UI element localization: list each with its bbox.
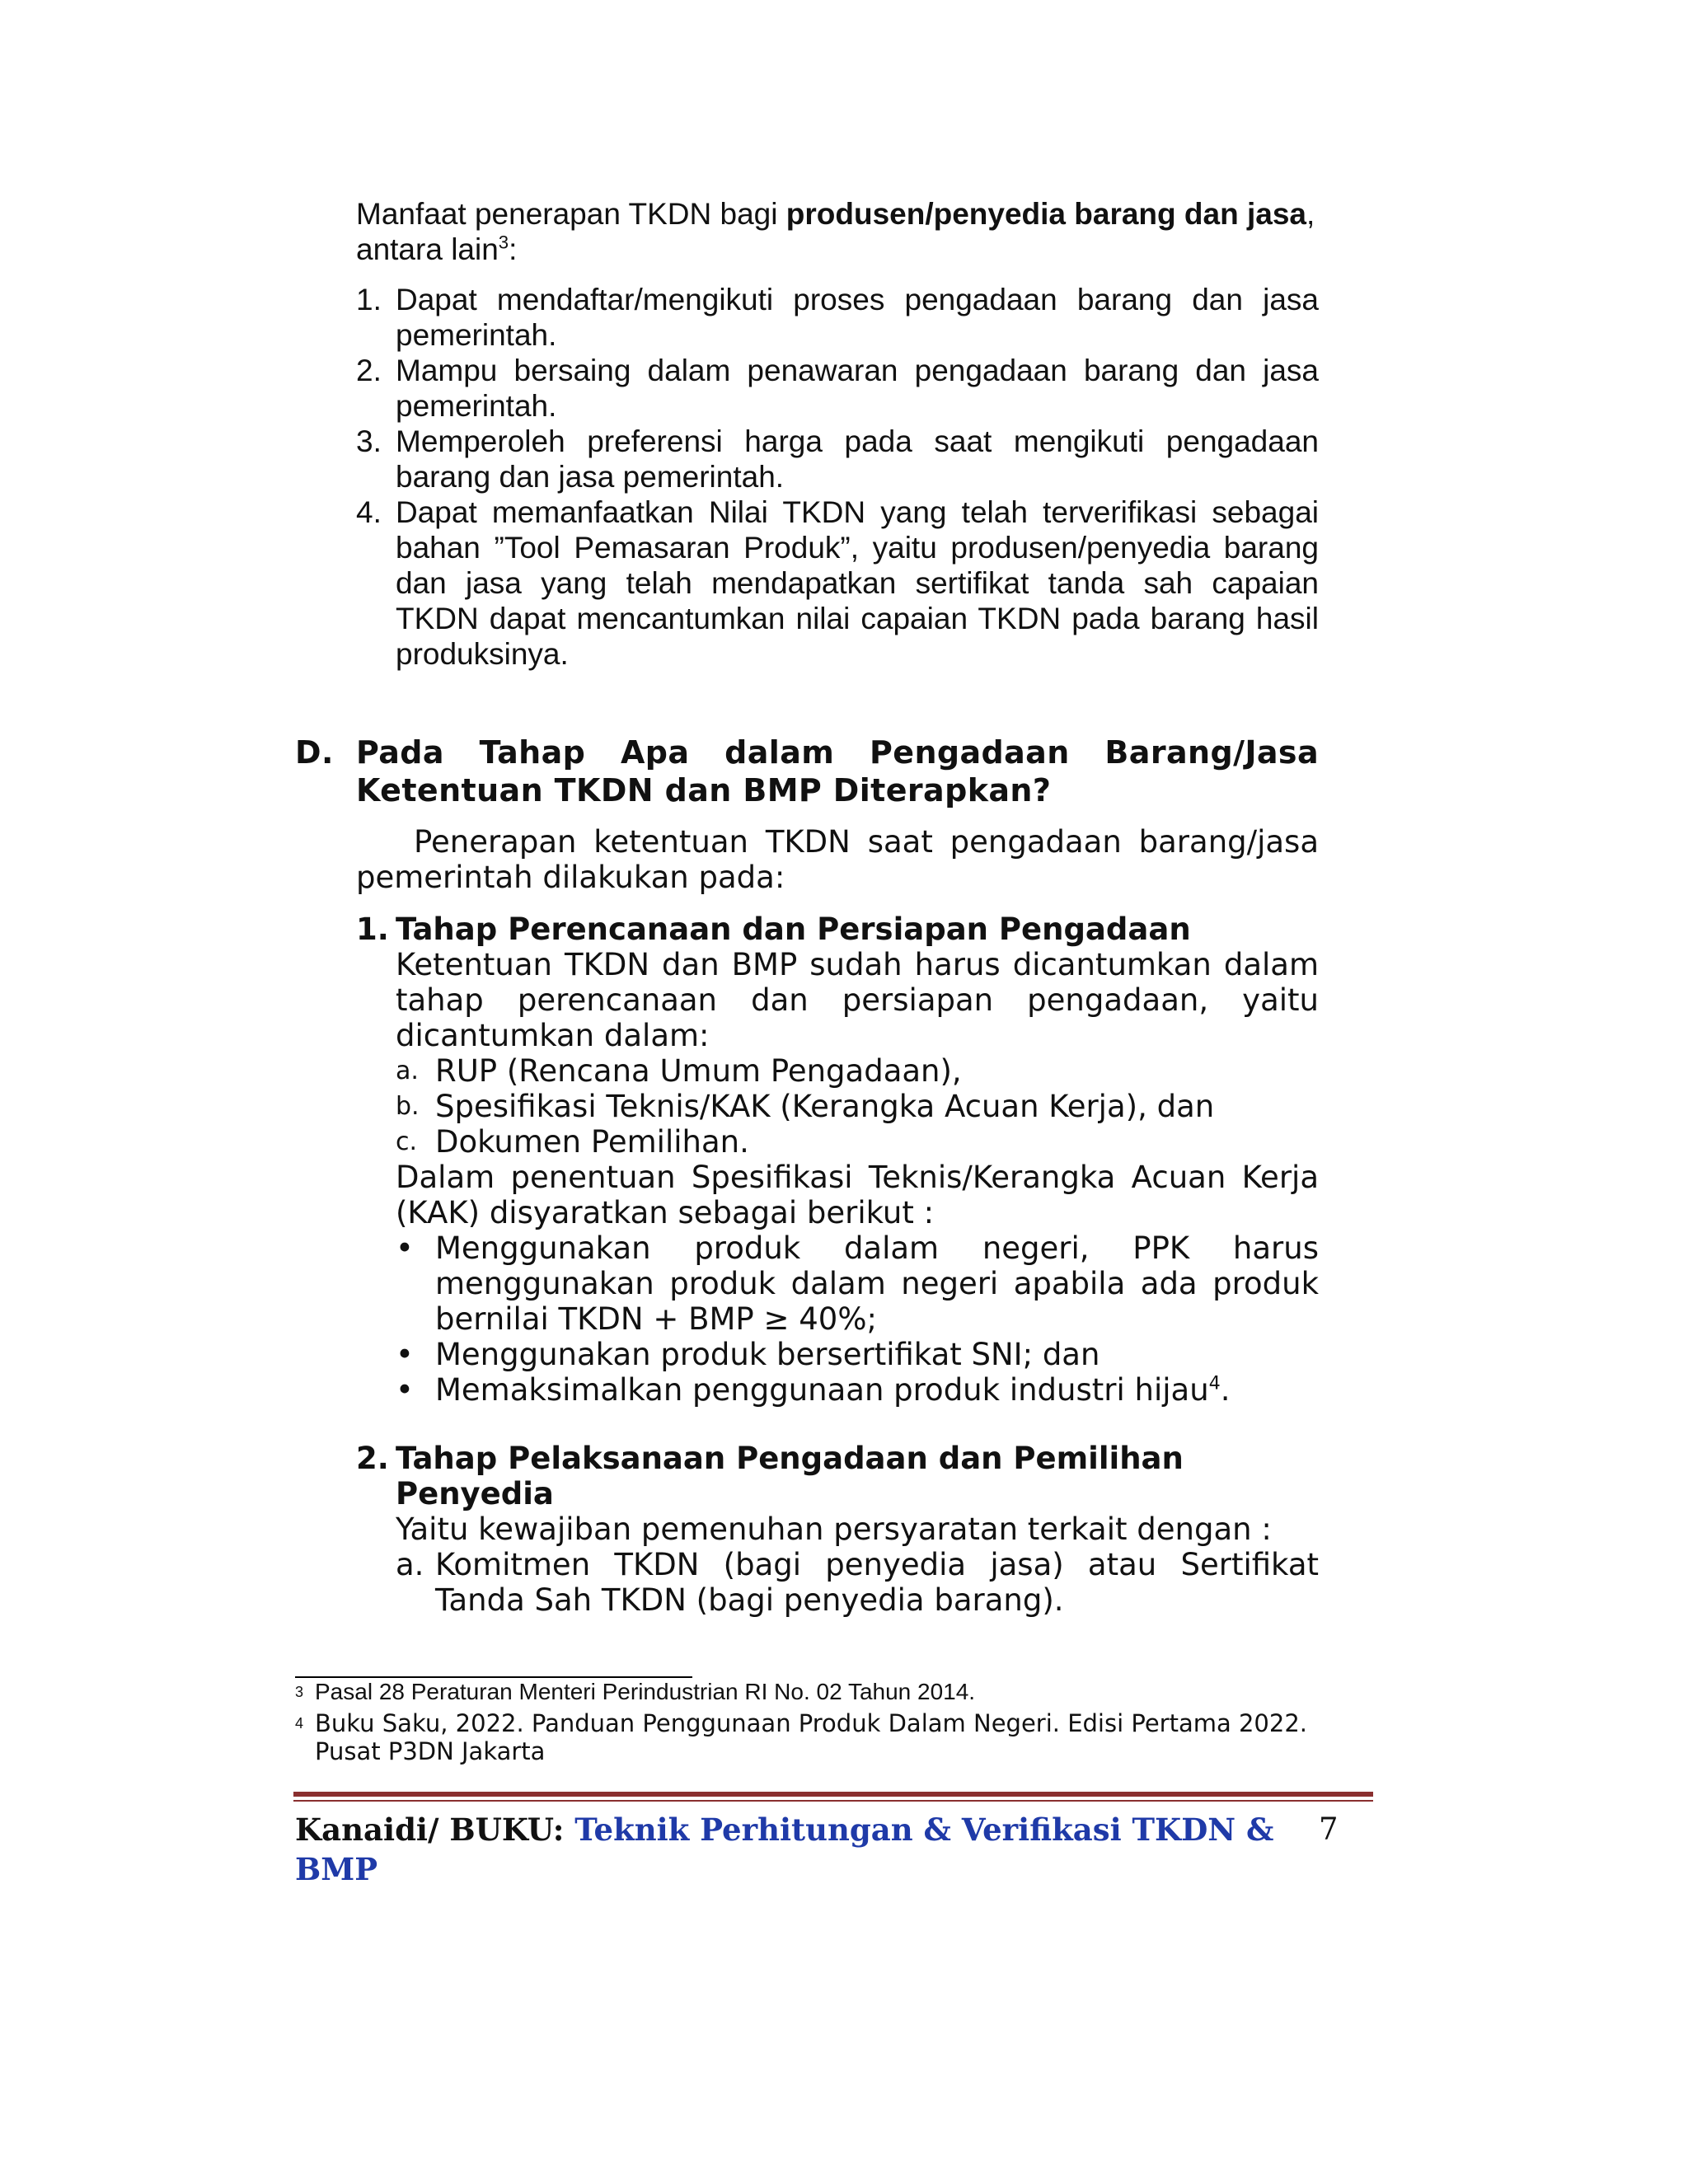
list-text-main: Memaksimalkan penggunaan produk industri hijau bbox=[435, 1372, 1209, 1408]
footnote-ref-4[interactable]: 4 bbox=[1208, 1372, 1221, 1394]
list-label: c. bbox=[396, 1127, 418, 1156]
step-content bbox=[396, 1441, 1319, 1618]
step-sub-list bbox=[396, 1547, 1319, 1618]
list-item bbox=[356, 353, 1319, 424]
list-text bbox=[435, 1372, 1319, 1408]
step-paragraph: Dalam penentuan Spesifikasi Teknis/Kerangka Acuan Kerja (KAK) disyaratkan sebagai berikut : bbox=[396, 1160, 1319, 1230]
list-label: b. bbox=[396, 1092, 420, 1121]
section-title: Pada Tahap Apa dalam Pengadaan Barang/Jasa Ketentuan TKDN dan BMP Diterapkan? bbox=[356, 734, 1319, 808]
list-text: Menggunakan produk dalam negeri, PPK harus menggunakan produk dalam negeri apabila ada produk bernilai TKDN + BMP ≥ 40%; bbox=[435, 1230, 1319, 1337]
step-number: 1. bbox=[356, 912, 389, 947]
intro-line-2 bbox=[356, 232, 1319, 267]
intro-lead-end: , bbox=[1306, 197, 1315, 231]
footnote-4 bbox=[295, 1709, 1367, 1765]
list-item bbox=[396, 1372, 1319, 1408]
bullet-icon: • bbox=[396, 1230, 414, 1266]
list-item bbox=[356, 282, 1319, 353]
list-text: Komitmen TKDN (bagi penyedia jasa) atau Sertifikat Tanda Sah TKDN (bagi penyedia barang). bbox=[435, 1547, 1319, 1618]
footnote-text: Pasal 28 Peraturan Menteri Perindustrian RI No. 02 Tahun 2014. bbox=[315, 1679, 976, 1704]
footnote-ref-3[interactable]: 3 bbox=[498, 232, 509, 253]
footer-rule bbox=[293, 1792, 1373, 1797]
footer-rule-thin bbox=[293, 1800, 1373, 1802]
footer-book-title: Teknik Perhitungan & Verifikasi TKDN & BMP bbox=[295, 1811, 1274, 1887]
list-item bbox=[396, 1124, 1319, 1160]
step-paragraph: Yaitu kewajiban pemenuhan persyaratan terkait dengan : bbox=[396, 1511, 1272, 1547]
footer-author-label: Kanaidi/ BUKU: bbox=[295, 1811, 575, 1848]
step-sub-list bbox=[396, 1053, 1319, 1160]
step-content bbox=[396, 912, 1319, 1408]
step-2 bbox=[356, 1441, 1319, 1618]
footnote-separator bbox=[295, 1676, 692, 1678]
footnote-mark: 4 bbox=[295, 1715, 304, 1732]
list-text: Memperoleh preferensi harga pada saat mengikuti pengadaan barang dan jasa pemerintah. bbox=[396, 424, 1319, 494]
footnote-mark: 3 bbox=[295, 1684, 304, 1700]
benefits-list bbox=[356, 282, 1319, 672]
section-intro-paragraph: Penerapan ketentuan TKDN saat pengadaan barang/jasa pemerintah dilakukan pada: bbox=[356, 824, 1319, 895]
section-body bbox=[356, 824, 1319, 1618]
list-number: 2. bbox=[356, 354, 382, 387]
step-bullet-list bbox=[396, 1230, 1319, 1408]
step-title: Tahap Perencanaan dan Persiapan Pengadaan bbox=[396, 912, 1191, 947]
list-text: Dapat mendaftar/mengikuti proses pengadaan barang dan jasa pemerintah. bbox=[396, 283, 1319, 352]
bullet-icon: • bbox=[396, 1372, 414, 1408]
running-footer bbox=[295, 1810, 1350, 1889]
page-number: 7 bbox=[1319, 1811, 1339, 1847]
intro-lead-bold: produsen/penyedia barang dan jasa bbox=[785, 197, 1306, 231]
list-item bbox=[396, 1337, 1319, 1372]
list-text: Dapat memanfaatkan Nilai TKDN yang telah terverifikasi sebagai bahan ”Tool Pemasaran Produk”, yaitu produsen/penyedia barang dan jasa yang telah mendapatkan sertifikat tanda sah capaian TKDN dapat mencantumkan nilai capaian TKDN pada barang hasil produksinya. bbox=[396, 495, 1319, 671]
intro-lead: Manfaat penerapan TKDN bagi bbox=[356, 197, 786, 231]
list-text: Dokumen Pemilihan. bbox=[435, 1124, 749, 1160]
section-letter: D. bbox=[295, 734, 334, 771]
list-text: Spesifikasi Teknis/KAK (Kerangka Acuan Kerja), dan bbox=[435, 1089, 1215, 1124]
bullet-icon: • bbox=[396, 1337, 414, 1372]
intro-section bbox=[356, 196, 1319, 672]
list-item bbox=[396, 1089, 1319, 1124]
footnote-text: Buku Saku, 2022. Panduan Penggunaan Produk Dalam Negeri. Edisi Pertama 2022. Pusat P3DN Jakarta bbox=[315, 1709, 1307, 1765]
intro-line-1 bbox=[356, 196, 1319, 232]
list-text: Menggunakan produk bersertifikat SNI; dan bbox=[435, 1337, 1100, 1372]
list-text-end: . bbox=[1220, 1372, 1231, 1408]
list-item bbox=[396, 1230, 1319, 1337]
list-item bbox=[396, 1053, 1319, 1089]
footnotes bbox=[295, 1681, 1367, 1765]
step-number: 2. bbox=[356, 1441, 389, 1476]
list-label: a. bbox=[396, 1547, 424, 1582]
step-paragraph: Ketentuan TKDN dan BMP sudah harus dicantumkan dalam tahap perencanaan dan persiapan pengadaan, yaitu dicantumkan dalam: bbox=[396, 947, 1319, 1053]
intro-line2-end: : bbox=[509, 232, 518, 266]
list-item bbox=[356, 424, 1319, 494]
list-label: a. bbox=[396, 1057, 419, 1085]
section-d bbox=[295, 733, 1319, 1618]
step-1 bbox=[356, 912, 1319, 1408]
list-item bbox=[396, 1547, 1319, 1618]
list-item bbox=[356, 494, 1319, 672]
footnote-3 bbox=[295, 1681, 1367, 1703]
section-heading bbox=[295, 733, 1319, 809]
list-number: 4. bbox=[356, 495, 382, 529]
step-title: Tahap Pelaksanaan Pengadaan dan Pemilihan Penyedia bbox=[396, 1441, 1184, 1511]
list-number: 3. bbox=[356, 424, 382, 458]
list-number: 1. bbox=[356, 283, 382, 316]
list-text: RUP (Rencana Umum Pengadaan), bbox=[435, 1053, 962, 1089]
intro-line2-text: antara lain bbox=[356, 232, 499, 266]
list-text: Mampu bersaing dalam penawaran pengadaan barang dan jasa pemerintah. bbox=[396, 354, 1319, 423]
